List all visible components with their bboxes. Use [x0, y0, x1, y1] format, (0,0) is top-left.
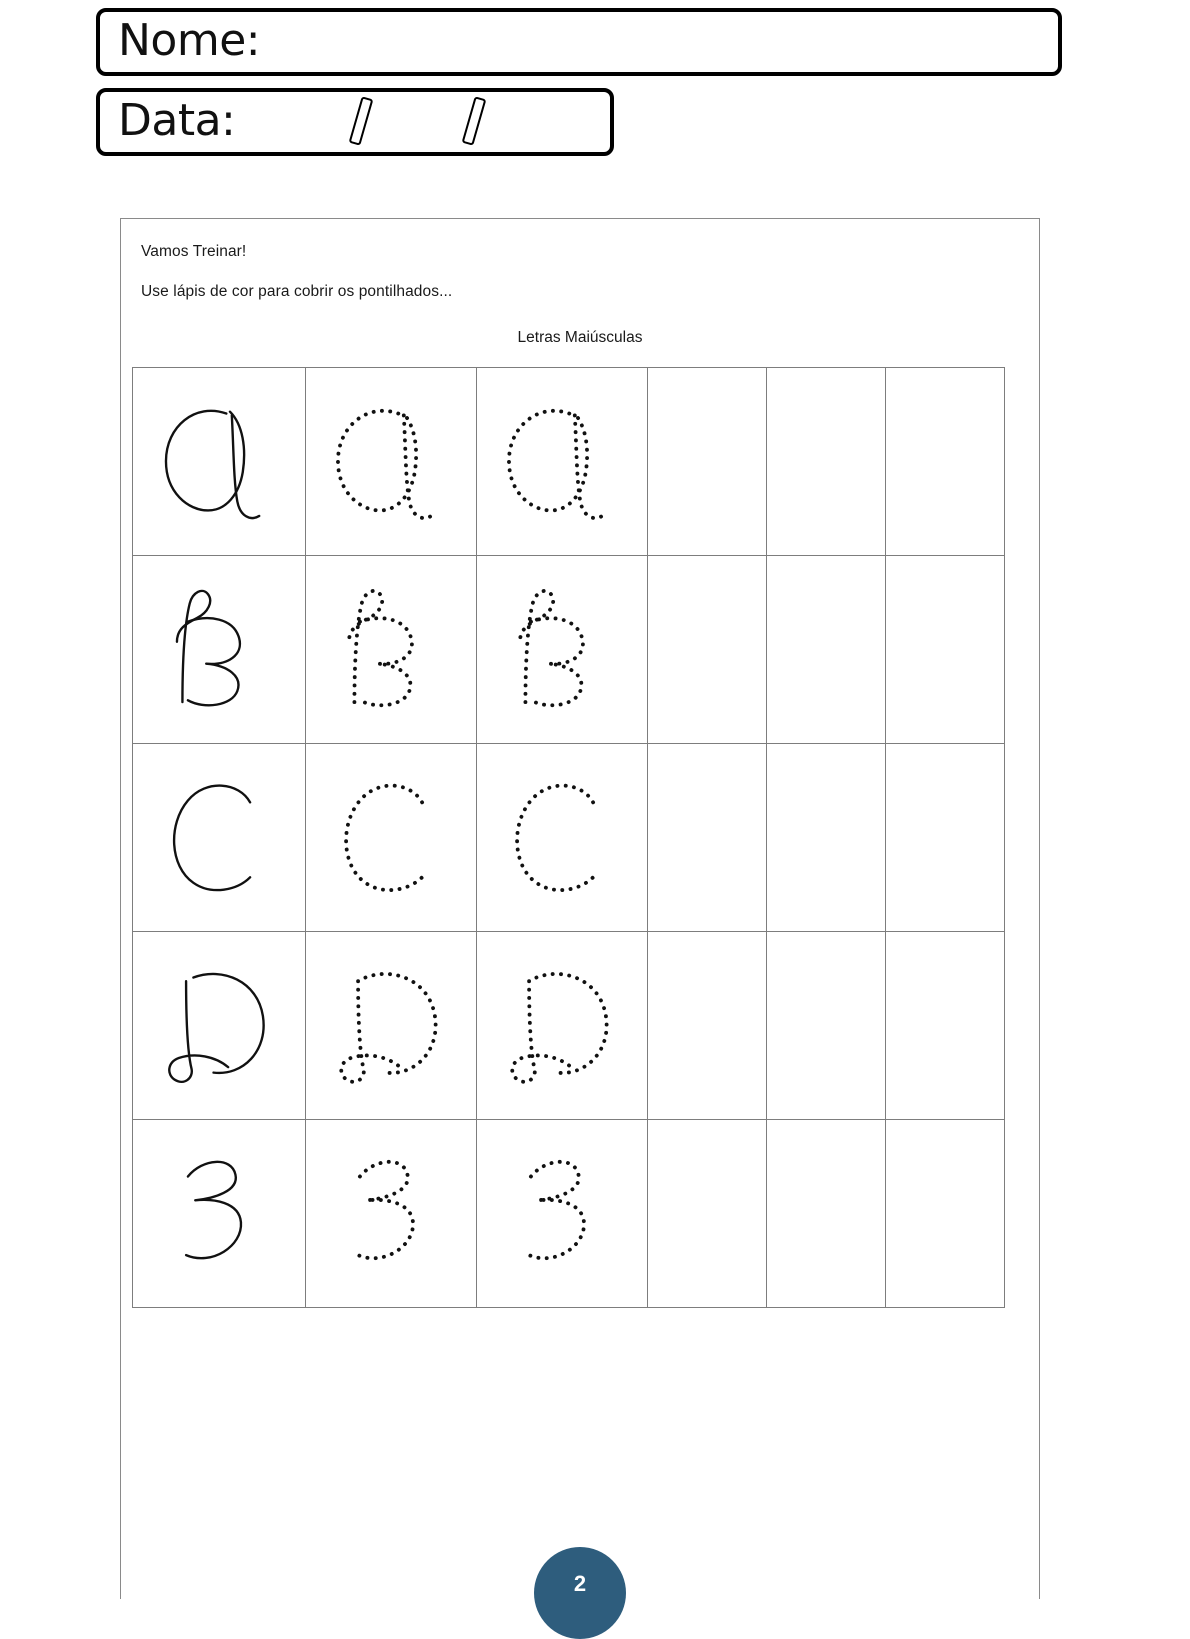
letter-model-cell-D [133, 932, 306, 1120]
letter-glyph-c-dotted-icon [306, 744, 476, 931]
letter-trace-cell-C-1[interactable] [306, 744, 477, 932]
letter-practice-grid [132, 367, 1005, 1308]
letter-glyph-d-solid-icon [133, 932, 305, 1119]
worksheet-sheet [120, 218, 1040, 1599]
letter-model-cell-E [133, 1120, 306, 1308]
letter-model-cell-C [133, 744, 306, 932]
letter-glyph-d-dotted-icon [306, 932, 476, 1119]
letter-glyph-e-dotted-icon [477, 1120, 647, 1307]
letter-model-cell-A [133, 368, 306, 556]
date-label: Data: [118, 95, 236, 147]
letter-trace-cell-E-2[interactable] [477, 1120, 648, 1308]
letter-blank-cell-E-2[interactable] [767, 1120, 886, 1308]
letter-blank-cell-D-3[interactable] [886, 932, 1005, 1120]
letter-glyph-a-dotted-icon [306, 368, 476, 555]
letter-blank-cell-D-2[interactable] [767, 932, 886, 1120]
letter-blank-cell-C-3[interactable] [886, 744, 1005, 932]
letter-blank-cell-B-1[interactable] [648, 556, 767, 744]
letter-glyph-c-solid-icon [133, 744, 305, 931]
letter-trace-cell-A-1[interactable] [306, 368, 477, 556]
letter-trace-cell-B-1[interactable] [306, 556, 477, 744]
letter-trace-cell-A-2[interactable] [477, 368, 648, 556]
date-field[interactable] [96, 88, 614, 156]
name-field[interactable] [96, 8, 1062, 76]
practice-row [133, 556, 1005, 744]
intro-line-1: Vamos Treinar! [141, 243, 247, 260]
letter-blank-cell-A-3[interactable] [886, 368, 1005, 556]
practice-grid-body [133, 368, 1005, 1308]
letter-glyph-a-solid-icon [133, 368, 305, 555]
letter-blank-cell-B-3[interactable] [886, 556, 1005, 744]
letter-blank-cell-A-1[interactable] [648, 368, 767, 556]
letter-blank-cell-D-1[interactable] [648, 932, 767, 1120]
letter-trace-cell-D-1[interactable] [306, 932, 477, 1120]
letter-blank-cell-E-1[interactable] [648, 1120, 767, 1308]
letter-trace-cell-D-2[interactable] [477, 932, 648, 1120]
practice-row [133, 744, 1005, 932]
page-number-badge: 2 [534, 1547, 626, 1639]
letter-glyph-b-dotted-icon [306, 556, 476, 743]
letter-blank-cell-E-3[interactable] [886, 1120, 1005, 1308]
date-separators [345, 97, 545, 147]
letter-blank-cell-B-2[interactable] [767, 556, 886, 744]
letter-glyph-b-solid-icon [133, 556, 305, 743]
letter-glyph-b-dotted-icon [477, 556, 647, 743]
letter-glyph-d-dotted-icon [477, 932, 647, 1119]
letter-trace-cell-C-2[interactable] [477, 744, 648, 932]
letter-glyph-c-dotted-icon [477, 744, 647, 931]
letter-model-cell-B [133, 556, 306, 744]
letter-blank-cell-C-2[interactable] [767, 744, 886, 932]
letter-blank-cell-A-2[interactable] [767, 368, 886, 556]
practice-row [133, 368, 1005, 556]
letter-trace-cell-E-1[interactable] [306, 1120, 477, 1308]
letter-glyph-e-dotted-icon [306, 1120, 476, 1307]
letter-blank-cell-C-1[interactable] [648, 744, 767, 932]
practice-row [133, 932, 1005, 1120]
intro-line-2: Use lápis de cor para cobrir os pontilhados... [141, 283, 453, 300]
letter-glyph-a-dotted-icon [477, 368, 647, 555]
letter-trace-cell-B-2[interactable] [477, 556, 648, 744]
section-title: Letras Maiúsculas [517, 329, 643, 346]
date-slash-icon-2 [462, 96, 487, 145]
practice-row [133, 1120, 1005, 1308]
date-slash-icon-1 [349, 96, 374, 145]
letter-glyph-e-solid-icon [133, 1120, 305, 1307]
name-label: Nome: [118, 15, 261, 67]
